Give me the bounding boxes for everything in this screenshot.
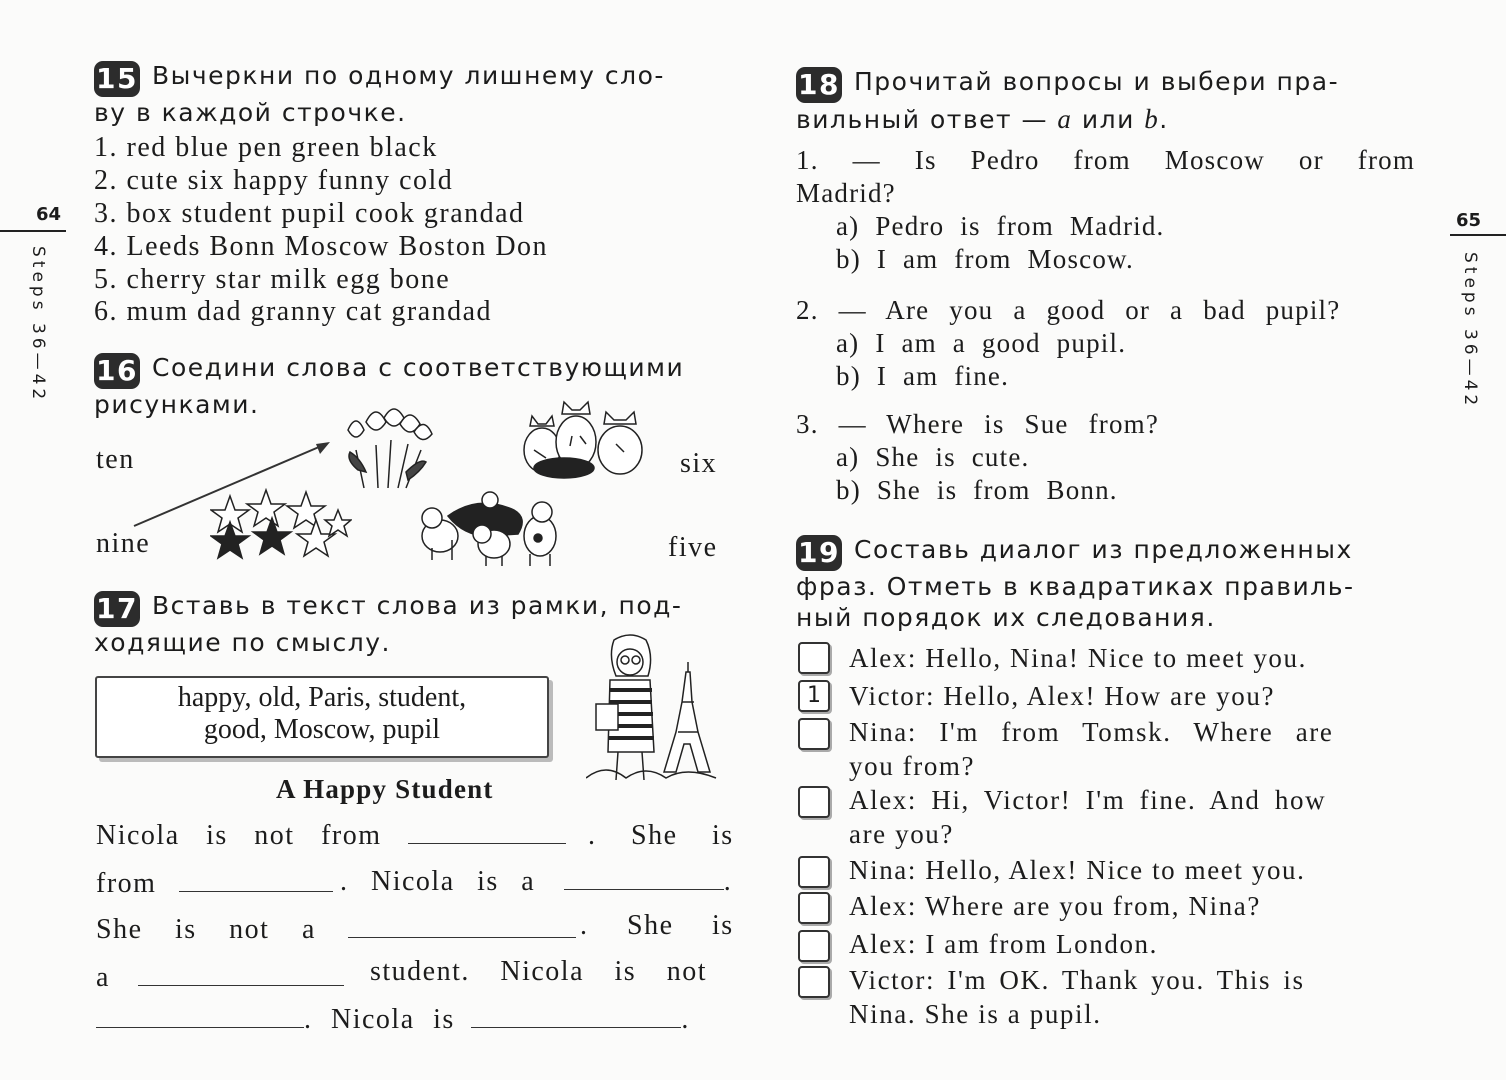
tulips-picture[interactable] (336, 400, 436, 490)
ex15-number-badge: 15 (94, 61, 140, 97)
dialogue-line: Alex: Hi, Victor! I'm fine. And how (849, 785, 1327, 815)
word-box (95, 676, 549, 758)
ex15-instruction: 15 Вычеркни по одному лишнему сло- ву в каждой строчке. (94, 61, 665, 127)
dialogue-line: Alex: Where are you from, Nina? (849, 891, 1261, 921)
ex16-number-badge: 16 (94, 353, 140, 389)
dialogue-line-cont: Nina. She is a pupil. (849, 999, 1102, 1029)
story-line-mid: . Nicola is a . (340, 866, 733, 897)
blank-field[interactable] (348, 915, 576, 938)
word-ten[interactable]: ten (96, 444, 135, 475)
dialogue-line: Victor: I'm OK. Thank you. This is (849, 965, 1305, 995)
story-line-end: . She is (580, 910, 734, 941)
ex15-line[interactable]: 6. mum dad granny cat grandad (94, 296, 493, 327)
dialogue-line: Alex: I am from London. (849, 929, 1158, 959)
ex17-instruction: 17 Вставь в текст слова из рамки, под- ходящие по смыслу. (94, 591, 683, 657)
dialogue-line-cont: are you? (849, 819, 954, 849)
question: 2. — Are you a good or a bad pupil? (796, 295, 1341, 325)
story-line-end: . She is (588, 820, 734, 851)
word-nine[interactable]: nine (96, 528, 151, 559)
girl-eiffel-tower-illustration (586, 632, 722, 784)
word-six[interactable]: six (680, 448, 718, 479)
ex15-line[interactable]: 2. cute six happy funny cold (94, 165, 454, 196)
story-line: Nicola is not from (96, 820, 566, 852)
story-line-end: student. Nicola is not (370, 956, 707, 987)
story-title: A Happy Student (276, 774, 494, 804)
dialogue-line: Nina: Hello, Alex! Nice to meet you. (849, 855, 1306, 885)
blank-field[interactable] (179, 869, 333, 892)
running-title-right: Steps 36—42 (1460, 252, 1480, 410)
order-checkbox[interactable] (798, 786, 830, 818)
running-title-left: Steps 36—42 (28, 246, 48, 404)
blank-field[interactable] (138, 963, 344, 986)
blank-field[interactable] (96, 1005, 304, 1028)
ex15-line[interactable]: 4. Leeds Bonn Moscow Boston Don (94, 231, 549, 262)
word-box-line: good, Moscow, pupil (203, 714, 441, 745)
dialogue-line-cont: you from? (849, 751, 976, 781)
order-checkbox[interactable]: 1 (798, 680, 830, 712)
answer-option[interactable]: b) She is from Bonn. (836, 475, 1118, 505)
word-box-line: happy, old, Paris, student, (177, 682, 467, 713)
ex19-number-badge: 19 (796, 535, 842, 571)
page-number-rule-left (0, 230, 66, 232)
ex15-line[interactable]: 3. box student pupil cook grandad (94, 198, 525, 229)
question: 1. — Is Pedro from Moscow or from (796, 145, 1416, 175)
cats-picture[interactable] (520, 392, 648, 482)
answer-option[interactable]: b) I am from Moscow. (836, 244, 1134, 274)
ex18-instruction: 18 Прочитай вопросы и выбери пра- вильный ответ — a или b. (796, 67, 1340, 134)
ex17-number-badge: 17 (94, 591, 140, 627)
page-number-rule-right (1450, 234, 1506, 236)
blank-field[interactable] (471, 1005, 681, 1028)
answer-option[interactable]: b) I am fine. (836, 361, 1010, 391)
question-cont: Madrid? (796, 178, 896, 208)
page-number-right: 65 (1456, 210, 1482, 231)
dialogue-line: Alex: Hello, Nina! Nice to meet you. (849, 643, 1307, 673)
blank-field[interactable] (408, 821, 566, 844)
ex19-instruction: 19 Составь диалог из предложенных фраз. Отметь в квадратиках правиль- ный порядок их следования. (796, 535, 1355, 632)
story-line: from (96, 868, 333, 900)
dialogue-line: Victor: Hello, Alex! How are you? (849, 681, 1276, 711)
order-checkbox[interactable] (798, 966, 830, 998)
dialogue-line: Nina: I'm from Tomsk. Where are (849, 717, 1334, 747)
question: 3. — Where is Sue from? (796, 409, 1160, 439)
ex15-line[interactable]: 1. red blue pen green black (94, 132, 438, 163)
word-five[interactable]: five (668, 532, 718, 563)
order-checkbox[interactable] (798, 718, 830, 750)
story-line: . Nicola is . (96, 1004, 690, 1036)
page-number-left: 64 (36, 204, 62, 225)
dogs-picture[interactable] (418, 488, 562, 568)
ex15-line[interactable]: 5. cherry star milk egg bone (94, 264, 451, 295)
answer-option[interactable]: a) I am a good pupil. (836, 328, 1127, 358)
answer-option[interactable]: a) She is cute. (836, 442, 1030, 472)
ex18-number-badge: 18 (796, 67, 842, 103)
order-checkbox[interactable] (798, 892, 830, 924)
order-checkbox[interactable] (798, 856, 830, 888)
order-checkbox[interactable] (798, 930, 830, 962)
story-line: a (96, 962, 344, 994)
story-line: She is not a (96, 914, 576, 946)
stars-picture[interactable] (210, 488, 352, 560)
blank-field[interactable] (564, 867, 724, 890)
answer-option[interactable]: a) Pedro is from Madrid. (836, 211, 1165, 241)
order-checkbox[interactable] (798, 642, 830, 674)
ex16-instruction: 16 Соедини слова с соответствующими рисунками. (94, 353, 685, 419)
